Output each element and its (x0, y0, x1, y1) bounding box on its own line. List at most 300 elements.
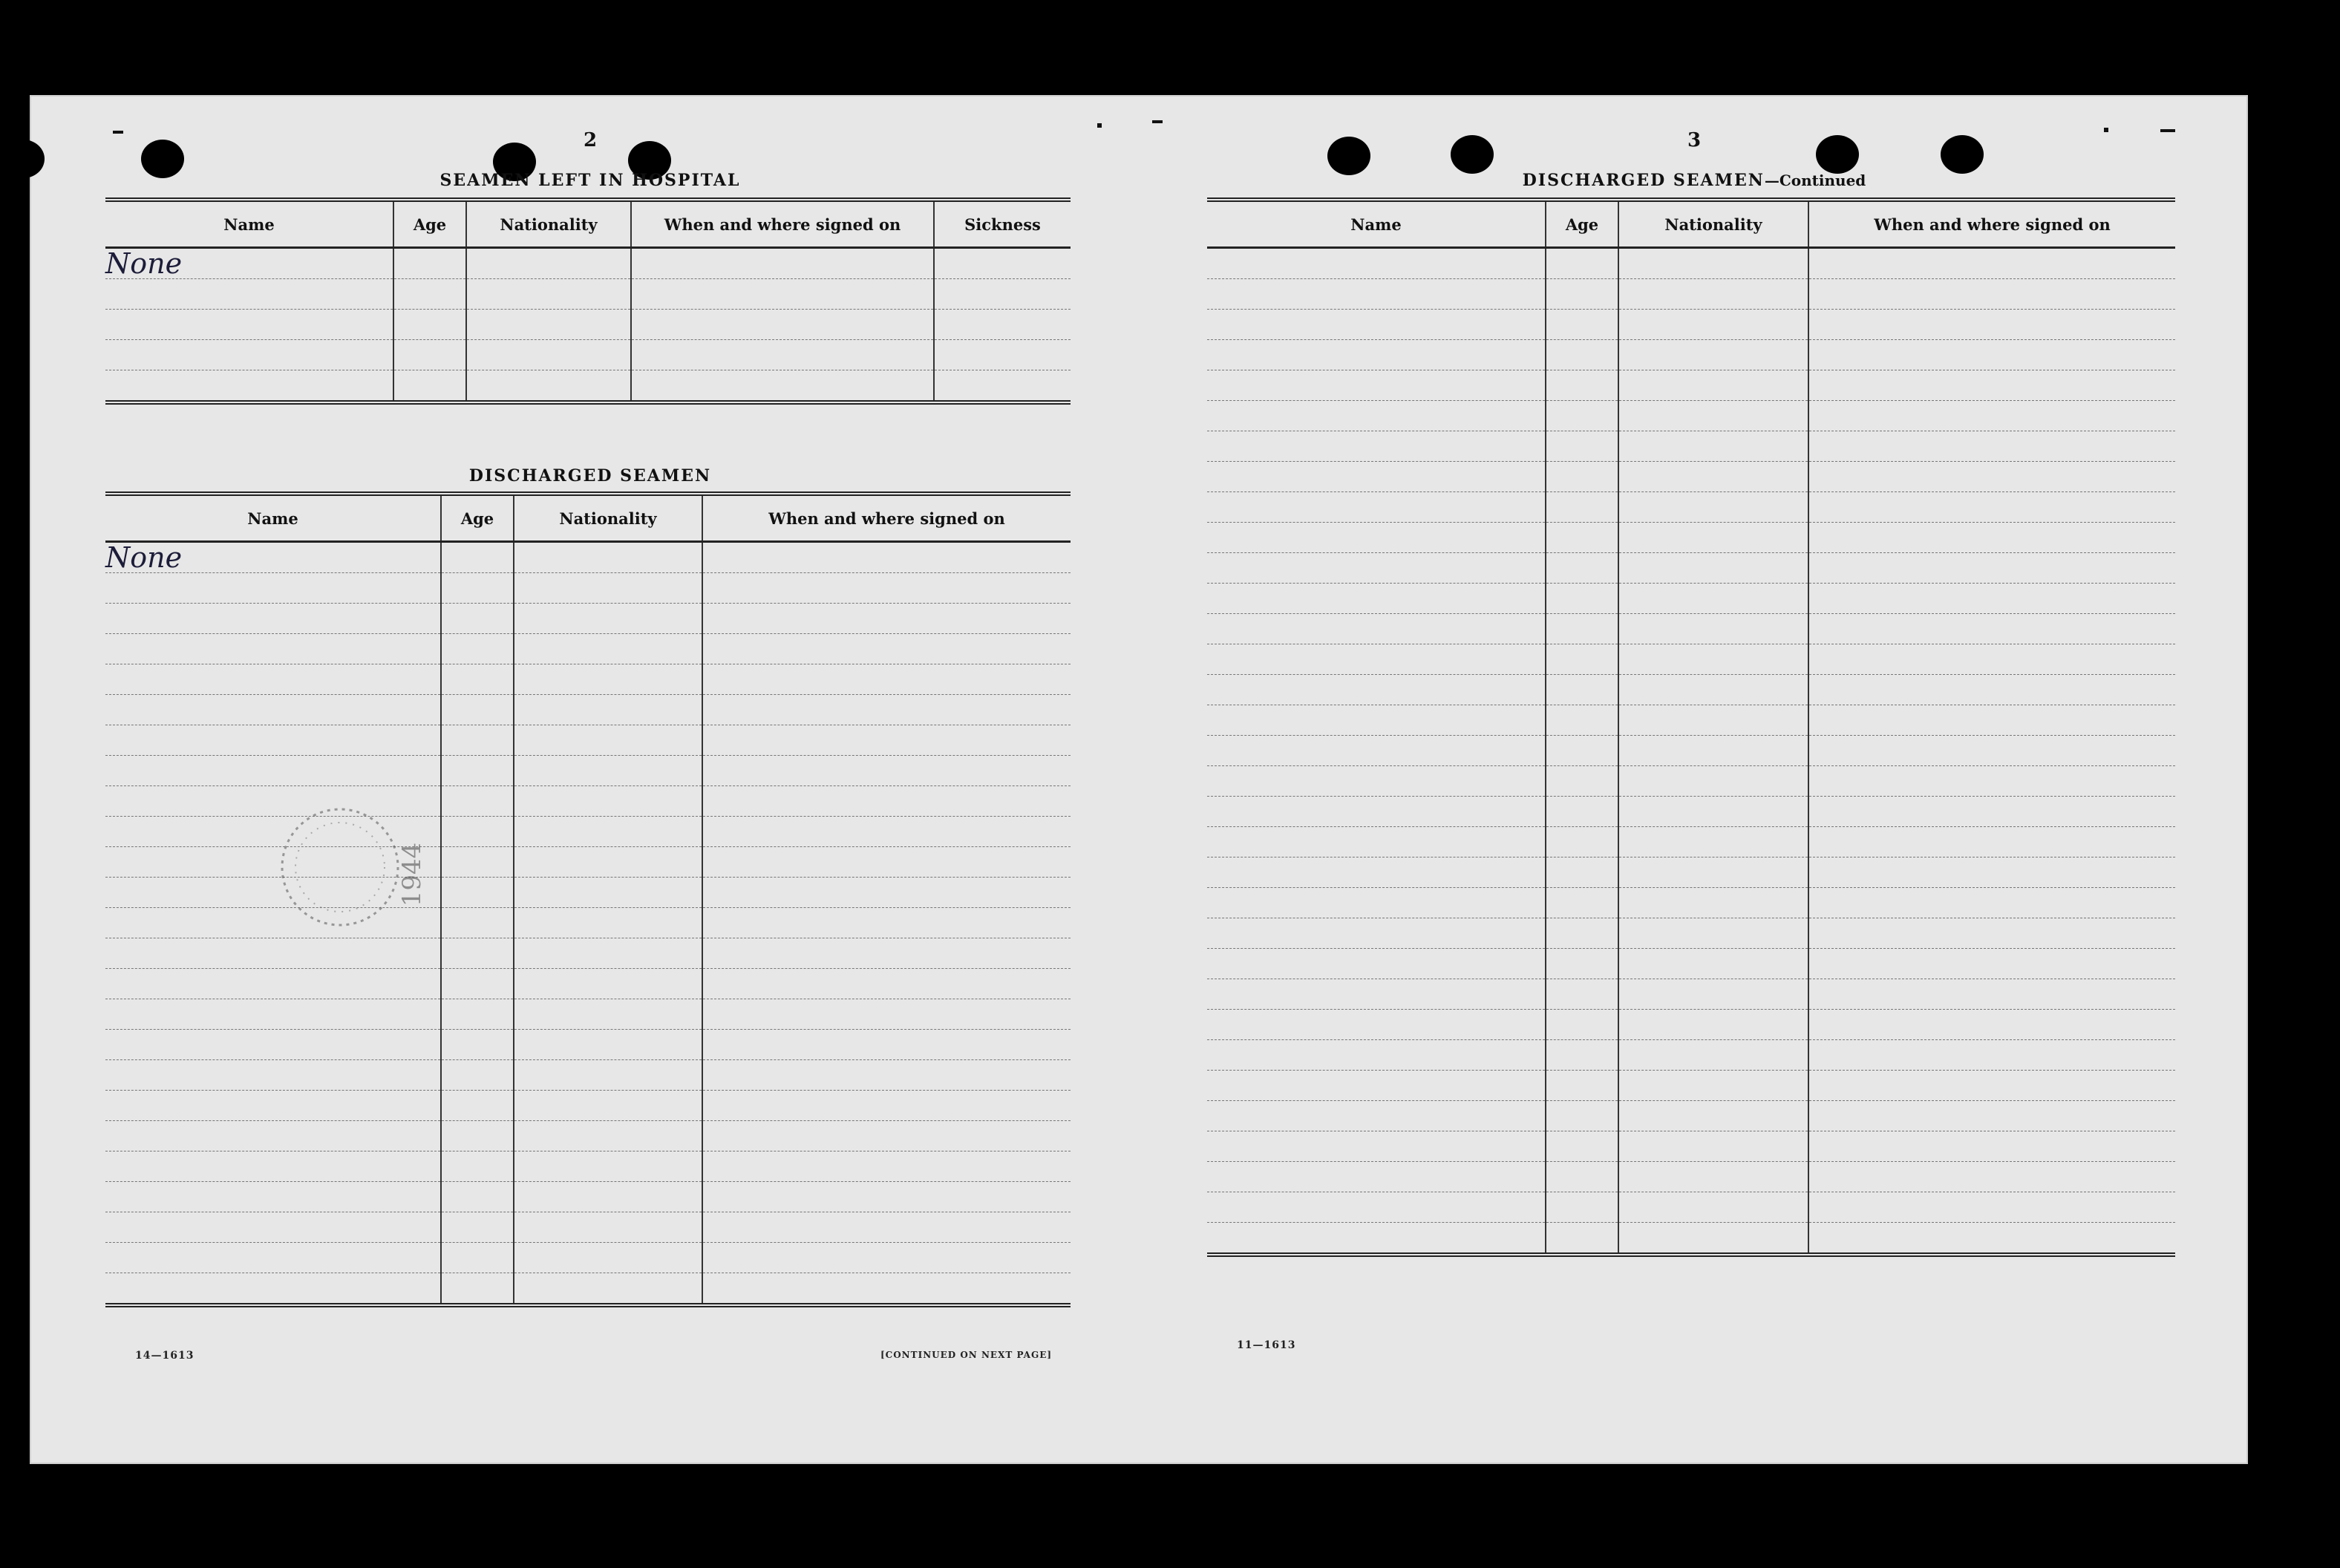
table-cell (105, 370, 393, 403)
table-cell (441, 725, 514, 756)
footer-form-number-left: 14—1613 (135, 1350, 195, 1362)
table-cell (105, 969, 441, 999)
table-cell (1207, 340, 1546, 370)
table-row (1207, 1040, 2175, 1071)
table-cell (1207, 797, 1546, 827)
table-cell (1207, 584, 1546, 614)
table-row (1207, 523, 2175, 553)
table-cell (1618, 553, 1808, 584)
hospital-section-title: SEAMEN LEFT IN HOSPITAL (439, 171, 741, 190)
table-row (1207, 1101, 2175, 1131)
table-row (105, 634, 1071, 664)
table-row (1207, 736, 2175, 766)
table-cell (1546, 431, 1618, 462)
table-cell (702, 999, 1071, 1030)
table-cell (441, 999, 514, 1030)
table-cell (514, 969, 702, 999)
table-cell (934, 370, 1071, 403)
table-cell (1618, 340, 1808, 370)
table-cell (1618, 492, 1808, 523)
table-row (105, 1030, 1071, 1060)
table-cell (1618, 523, 1808, 553)
table-cell (1618, 462, 1808, 492)
table-cell (1808, 248, 2175, 279)
table-cell (441, 1030, 514, 1060)
table-row (1207, 1223, 2175, 1255)
table-cell (702, 756, 1071, 786)
table-row (105, 573, 1071, 604)
table-cell (105, 1182, 441, 1212)
table-cell (1207, 1192, 1546, 1223)
table-cell (1618, 979, 1808, 1010)
table-cell (514, 725, 702, 756)
table-cell (631, 310, 934, 340)
table-row (1207, 1071, 2175, 1101)
table-cell (105, 573, 441, 604)
table-cell (1618, 614, 1808, 644)
table-cell (1207, 1010, 1546, 1040)
table-row (105, 1121, 1071, 1152)
table-cell (105, 1030, 441, 1060)
col-header-nationality: Nationality (514, 494, 702, 542)
table-cell (1618, 918, 1808, 949)
table-row (105, 664, 1071, 695)
punch-hole (1, 140, 45, 178)
table-cell (441, 1091, 514, 1121)
col-header-sickness: Sickness (934, 200, 1071, 248)
table-cell (441, 1273, 514, 1306)
table-row (1207, 1010, 2175, 1040)
table-row (105, 248, 1071, 279)
table-cell (1207, 431, 1546, 462)
table-cell (1618, 248, 1808, 279)
table-cell (514, 1212, 702, 1243)
punch-hole (1451, 135, 1494, 174)
table-cell (514, 1243, 702, 1273)
table-row (1207, 797, 2175, 827)
col-header-signed-on: When and where signed on (1808, 200, 2175, 248)
footer-continued-note: [CONTINUED ON NEXT PAGE] (880, 1350, 1053, 1360)
table-cell (1808, 1040, 2175, 1071)
table-row (105, 1091, 1071, 1121)
table-row (1207, 370, 2175, 401)
table-row (105, 604, 1071, 634)
table-cell (702, 1152, 1071, 1182)
table-cell (1618, 310, 1808, 340)
table-cell (466, 279, 631, 310)
table-cell (441, 604, 514, 634)
table-cell (1207, 279, 1546, 310)
table-row (105, 1060, 1071, 1091)
table-cell (1207, 858, 1546, 888)
col-header-nationality: Nationality (1618, 200, 1808, 248)
title-suffix: —Continued (1764, 172, 1866, 189)
table-cell (1207, 1131, 1546, 1162)
col-header-name: Name (105, 494, 441, 542)
table-cell (1207, 614, 1546, 644)
stamp-year: 1944 (397, 842, 427, 907)
document-sheet (30, 95, 2248, 1464)
table-cell (393, 340, 466, 370)
table-cell (1546, 918, 1618, 949)
table-cell (514, 938, 702, 969)
dust-speck (1097, 123, 1102, 128)
table-cell (514, 695, 702, 725)
table-cell (702, 1030, 1071, 1060)
table-row (105, 279, 1071, 310)
table-cell (1546, 1010, 1618, 1040)
table-cell (702, 664, 1071, 695)
table-cell (441, 695, 514, 725)
table-row (1207, 248, 2175, 279)
table-cell (1546, 340, 1618, 370)
table-cell (702, 573, 1071, 604)
table-cell (514, 1121, 702, 1152)
table-cell (1808, 918, 2175, 949)
table-cell (1618, 584, 1808, 614)
table-cell (466, 248, 631, 279)
table-cell (441, 938, 514, 969)
table-cell (1546, 736, 1618, 766)
table-cell (1546, 705, 1618, 736)
table-cell (1207, 918, 1546, 949)
table-cell (1808, 614, 2175, 644)
table-cell (105, 279, 393, 310)
page-number-right: 3 (1687, 129, 1702, 151)
table-cell (514, 1152, 702, 1182)
table-cell (441, 1060, 514, 1091)
table-cell (393, 370, 466, 403)
table-cell (1618, 766, 1808, 797)
dust-speck (2104, 128, 2108, 132)
table-row (1207, 675, 2175, 705)
table-cell (934, 310, 1071, 340)
table-cell (702, 725, 1071, 756)
table-cell (105, 1243, 441, 1273)
table-cell (1207, 1223, 1546, 1255)
col-header-signed-on: When and where signed on (631, 200, 934, 248)
discharged-section-title: DISCHARGED SEAMEN (468, 466, 712, 486)
table-cell (1808, 584, 2175, 614)
table-cell (1546, 1071, 1618, 1101)
table-cell (1207, 705, 1546, 736)
table-cell (702, 878, 1071, 908)
table-cell (1546, 279, 1618, 310)
table-cell (1618, 1101, 1808, 1131)
table-row (1207, 858, 2175, 888)
table-cell (105, 604, 441, 634)
table-cell (702, 1182, 1071, 1212)
table-cell (934, 340, 1071, 370)
table-cell (702, 1091, 1071, 1121)
table-row (1207, 1131, 2175, 1162)
table-cell (1618, 827, 1808, 858)
table-cell (1808, 979, 2175, 1010)
table-cell (441, 1182, 514, 1212)
table-cell (1618, 888, 1808, 918)
table-cell (1618, 1071, 1808, 1101)
table-cell (1808, 553, 2175, 584)
col-header-name: Name (1207, 200, 1546, 248)
table-cell (1546, 797, 1618, 827)
table-cell (1207, 370, 1546, 401)
table-cell (1808, 1010, 2175, 1040)
dust-speck (1152, 120, 1163, 123)
table-cell (105, 1212, 441, 1243)
table-cell (1618, 675, 1808, 705)
table-row (1207, 979, 2175, 1010)
table-header-row (105, 200, 1071, 248)
table-row (105, 1243, 1071, 1273)
table-cell (1207, 310, 1546, 340)
table-cell (441, 969, 514, 999)
table-row (105, 340, 1071, 370)
table-cell (1808, 858, 2175, 888)
col-header-name: Name (105, 200, 393, 248)
table-cell (1808, 644, 2175, 675)
table-cell (1207, 1040, 1546, 1071)
table-cell (105, 725, 441, 756)
table-cell (1207, 523, 1546, 553)
table-row (105, 756, 1071, 786)
table-row (1207, 1162, 2175, 1192)
col-header-age: Age (393, 200, 466, 248)
table-cell (1546, 644, 1618, 675)
table-cell (702, 1212, 1071, 1243)
table-cell (514, 847, 702, 878)
table-cell (1207, 675, 1546, 705)
table-cell (441, 1121, 514, 1152)
table-cell (466, 370, 631, 403)
table-cell (1808, 1223, 2175, 1255)
table-cell (1808, 705, 2175, 736)
table-cell (466, 340, 631, 370)
table-cell (1207, 1162, 1546, 1192)
table-cell (1546, 675, 1618, 705)
table-cell (702, 1273, 1071, 1306)
table-cell (1207, 949, 1546, 979)
table-cell (1207, 827, 1546, 858)
table-cell (1808, 492, 2175, 523)
table-cell (514, 542, 702, 573)
punch-hole (1941, 135, 1984, 174)
table-cell (934, 279, 1071, 310)
table-cell (702, 604, 1071, 634)
table-cell (105, 664, 441, 695)
table-cell (702, 938, 1071, 969)
handwritten-entry: None (105, 248, 393, 279)
table-cell (441, 1243, 514, 1273)
table-cell (1546, 1131, 1618, 1162)
table-row (105, 1273, 1071, 1306)
table-cell (1808, 827, 2175, 858)
table-cell (1808, 736, 2175, 766)
table-cell (702, 1243, 1071, 1273)
table-cell (1546, 888, 1618, 918)
table-cell (1546, 584, 1618, 614)
table-cell (1618, 1010, 1808, 1040)
table-cell (514, 878, 702, 908)
table-cell (514, 1030, 702, 1060)
table-cell (1808, 675, 2175, 705)
table-cell (702, 786, 1071, 817)
table-cell (1207, 979, 1546, 1010)
table-cell (1618, 858, 1808, 888)
table-cell (105, 634, 441, 664)
table-row (105, 370, 1071, 403)
table-row (1207, 644, 2175, 675)
table-cell (1207, 766, 1546, 797)
table-cell (1808, 310, 2175, 340)
table-row (1207, 279, 2175, 310)
table-row (1207, 340, 2175, 370)
table-cell (441, 664, 514, 695)
table-cell (1808, 1071, 2175, 1101)
table-header-row (1207, 200, 2175, 248)
table-cell (514, 573, 702, 604)
table-cell (1207, 644, 1546, 675)
table-row (1207, 614, 2175, 644)
table-cell (1207, 888, 1546, 918)
table-cell (1207, 401, 1546, 431)
table-row (1207, 888, 2175, 918)
footer-form-number-right: 11—1613 (1237, 1339, 1296, 1351)
table-row (1207, 705, 2175, 736)
table-cell (105, 695, 441, 725)
table-cell (1808, 888, 2175, 918)
table-cell (441, 1152, 514, 1182)
table-cell (1618, 736, 1808, 766)
table-cell (514, 908, 702, 938)
table-cell (1618, 1040, 1808, 1071)
table-row (1207, 431, 2175, 462)
table-cell (441, 634, 514, 664)
table-cell (514, 1273, 702, 1306)
table-cell (105, 1091, 441, 1121)
table-cell (1546, 1223, 1618, 1255)
page-number-left: 2 (583, 129, 598, 151)
table-cell (1546, 949, 1618, 979)
table-cell (466, 310, 631, 340)
table-row (1207, 949, 2175, 979)
col-header-signed-on: When and where signed on (702, 494, 1071, 542)
table-row (1207, 553, 2175, 584)
table-cell (1808, 370, 2175, 401)
table-cell (1546, 492, 1618, 523)
table-cell (702, 634, 1071, 664)
table-cell (631, 248, 934, 279)
table-cell (514, 604, 702, 634)
table-cell (1808, 1101, 2175, 1131)
table-row (105, 999, 1071, 1030)
table-row (1207, 918, 2175, 949)
table-cell (1546, 248, 1618, 279)
table-cell (1207, 1071, 1546, 1101)
table-cell (1546, 858, 1618, 888)
hospital-table (105, 197, 1071, 405)
table-cell (514, 817, 702, 847)
title-main: DISCHARGED SEAMEN (1522, 171, 1765, 190)
table-cell (702, 1060, 1071, 1091)
table-cell (393, 248, 466, 279)
table-cell (105, 938, 441, 969)
handwritten-entry: None (105, 542, 441, 573)
table-cell (1808, 523, 2175, 553)
table-cell (702, 1121, 1071, 1152)
table-row (105, 542, 1071, 573)
punch-hole (141, 140, 184, 178)
table-row (1207, 827, 2175, 858)
table-cell (1546, 462, 1618, 492)
table-cell (1618, 797, 1808, 827)
table-row (105, 310, 1071, 340)
faint-stamp-mark (236, 800, 459, 941)
col-header-age: Age (1546, 200, 1618, 248)
table-cell (1546, 310, 1618, 340)
discharged-continued-table (1207, 197, 2175, 1257)
table-cell (441, 756, 514, 786)
table-cell (1207, 553, 1546, 584)
table-cell (514, 756, 702, 786)
dust-speck (2160, 129, 2175, 132)
table-cell (702, 908, 1071, 938)
table-row (105, 695, 1071, 725)
table-cell (1546, 523, 1618, 553)
table-cell (1808, 949, 2175, 979)
table-cell (1546, 370, 1618, 401)
table-row (105, 938, 1071, 969)
table-row (105, 725, 1071, 756)
table-cell (1207, 736, 1546, 766)
table-row (1207, 1192, 2175, 1223)
table-cell (1546, 401, 1618, 431)
discharged-continued-title (1523, 171, 1866, 190)
table-cell (1207, 462, 1546, 492)
dust-speck (113, 131, 123, 134)
table-cell (1546, 1040, 1618, 1071)
table-cell (1808, 1192, 2175, 1223)
table-cell (702, 695, 1071, 725)
table-cell (1618, 705, 1808, 736)
table-cell (702, 969, 1071, 999)
table-cell (1618, 1162, 1808, 1192)
table-cell (1618, 1131, 1808, 1162)
table-cell (514, 999, 702, 1030)
table-cell (514, 786, 702, 817)
table-row (105, 969, 1071, 999)
table-cell (1808, 1162, 2175, 1192)
table-cell (1618, 1192, 1808, 1223)
table-cell (105, 756, 441, 786)
table-cell (1546, 614, 1618, 644)
table-cell (631, 370, 934, 403)
table-cell (105, 1121, 441, 1152)
table-cell (1618, 401, 1808, 431)
table-cell (441, 1212, 514, 1243)
table-cell (1207, 492, 1546, 523)
table-row (105, 1212, 1071, 1243)
table-cell (393, 310, 466, 340)
table-row (1207, 401, 2175, 431)
table-cell (1546, 1192, 1618, 1223)
table-cell (514, 1091, 702, 1121)
table-cell (1618, 431, 1808, 462)
table-cell (1618, 644, 1808, 675)
table-cell (105, 1273, 441, 1306)
table-cell (1546, 553, 1618, 584)
col-header-nationality: Nationality (466, 200, 631, 248)
table-cell (1546, 979, 1618, 1010)
